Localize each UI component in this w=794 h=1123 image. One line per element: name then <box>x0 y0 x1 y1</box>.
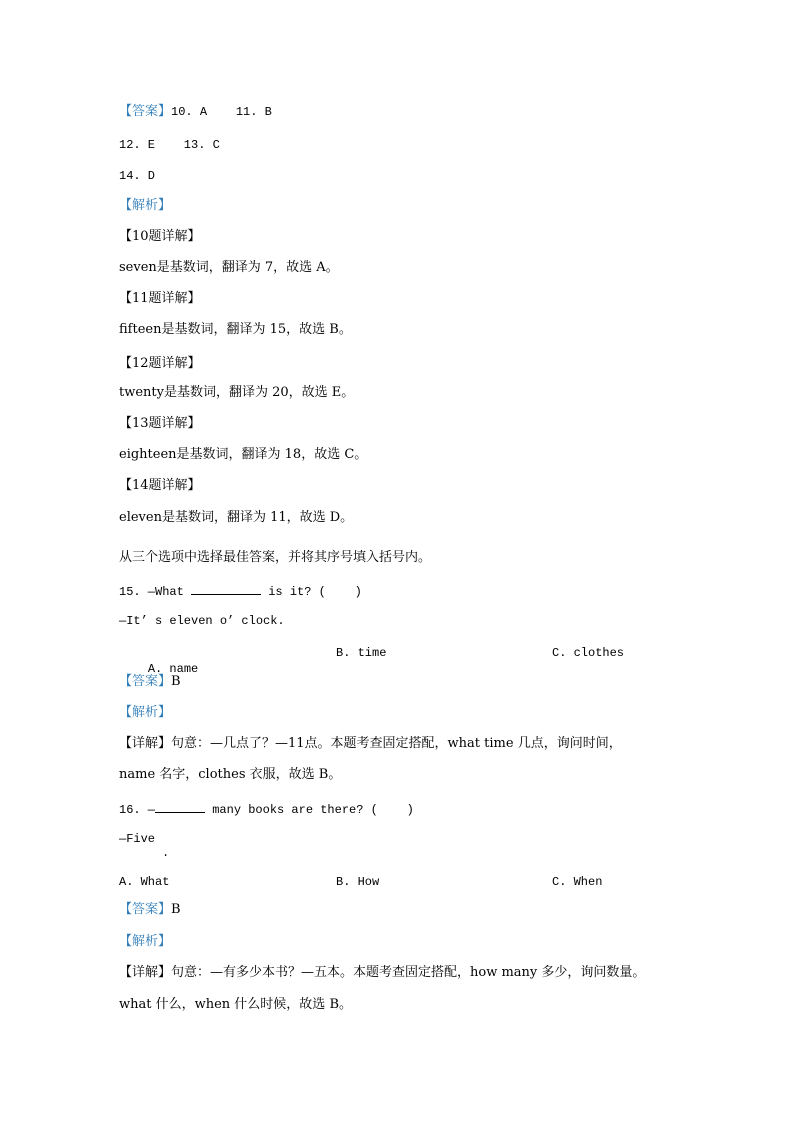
q16-answer-value: B <box>171 902 181 917</box>
q15-detail-line-1 <box>119 736 622 752</box>
q16-reply-dot: . <box>162 846 170 860</box>
q16-detail-text-1: 句意：—有多少本书？—五本。本题考查固定搭配，how many 多少，询问数量。 <box>171 965 646 980</box>
q15-answer-value: B <box>171 674 181 689</box>
q16-option-b: B. How <box>336 875 380 889</box>
section-instruction: 从三个选项中选择最佳答案，并将其序号填入括号内。 <box>119 550 432 565</box>
q14-detail-title: 【14题详解】 <box>119 478 201 493</box>
q16-detail-line-1 <box>119 965 645 981</box>
q15-detail-text-1: 句意：—几点了？—11点。本题考查固定搭配，what time 几点，询问时间， <box>171 736 622 751</box>
q10-detail-text: seven是基数词，翻译为 7，故选 A。 <box>119 260 339 275</box>
answer-line-10-11 <box>119 104 272 120</box>
q16-answer <box>119 902 181 918</box>
q16-option-a: A. What <box>119 875 170 889</box>
q16-blank <box>155 800 205 813</box>
q15-analysis-tag: 【解析】 <box>119 705 172 720</box>
q13-detail-title: 【13题详解】 <box>119 416 201 431</box>
q15-detail-line-2: name 名字，clothes 衣服，故选 B。 <box>119 767 342 782</box>
q12-detail-title: 【12题详解】 <box>119 356 201 371</box>
q15-option-a: A. name <box>147 662 199 676</box>
q15-stem <box>119 582 362 600</box>
answer-tag: 【答案】 <box>119 104 172 119</box>
q12-detail-text: twenty是基数词，翻译为 20，故选 E。 <box>119 385 355 400</box>
q14-detail-text: eleven是基数词，翻译为 11，故选 D。 <box>119 510 354 525</box>
q16-reply: —Five <box>119 832 156 846</box>
answer-tag: 【答案】 <box>119 674 172 689</box>
q13-detail-text: eighteen是基数词，翻译为 18，故选 C。 <box>119 447 368 462</box>
q15-options <box>119 645 719 693</box>
q16-analysis-tag: 【解析】 <box>119 934 172 949</box>
q16-stem <box>119 800 414 818</box>
q15-stem-pre: 15. —What <box>119 585 192 599</box>
q16-stem-post: many books are there? ( ) <box>205 803 414 817</box>
q16-detail-line-2: what 什么，when 什么时候，故选 B。 <box>119 997 352 1012</box>
q15-option-b: B. time <box>336 646 387 660</box>
q11-detail-title: 【11题详解】 <box>119 291 201 306</box>
analysis-tag: 【解析】 <box>119 198 172 213</box>
q16-stem-pre: 16. — <box>119 803 156 817</box>
answer-values: 10. A 11. B <box>171 105 272 119</box>
q15-stem-post: is it? ( ) <box>261 585 362 599</box>
q15-reply: —It’ s eleven o’ clock. <box>119 614 285 628</box>
answer-line-12-13: 12. E 13. C <box>119 138 220 152</box>
detail-tag: 【详解】 <box>119 965 172 980</box>
detail-tag: 【详解】 <box>119 736 172 751</box>
q16-option-c: C. When <box>552 875 603 889</box>
q15-answer <box>119 674 181 690</box>
answer-tag: 【答案】 <box>119 902 172 917</box>
q10-detail-title: 【10题详解】 <box>119 229 201 244</box>
q15-blank <box>191 582 261 595</box>
q15-option-c: C. clothes <box>552 646 625 660</box>
answer-line-14: 14. D <box>119 169 156 183</box>
q11-detail-text: fifteen是基数词，翻译为 15，故选 B。 <box>119 322 352 337</box>
